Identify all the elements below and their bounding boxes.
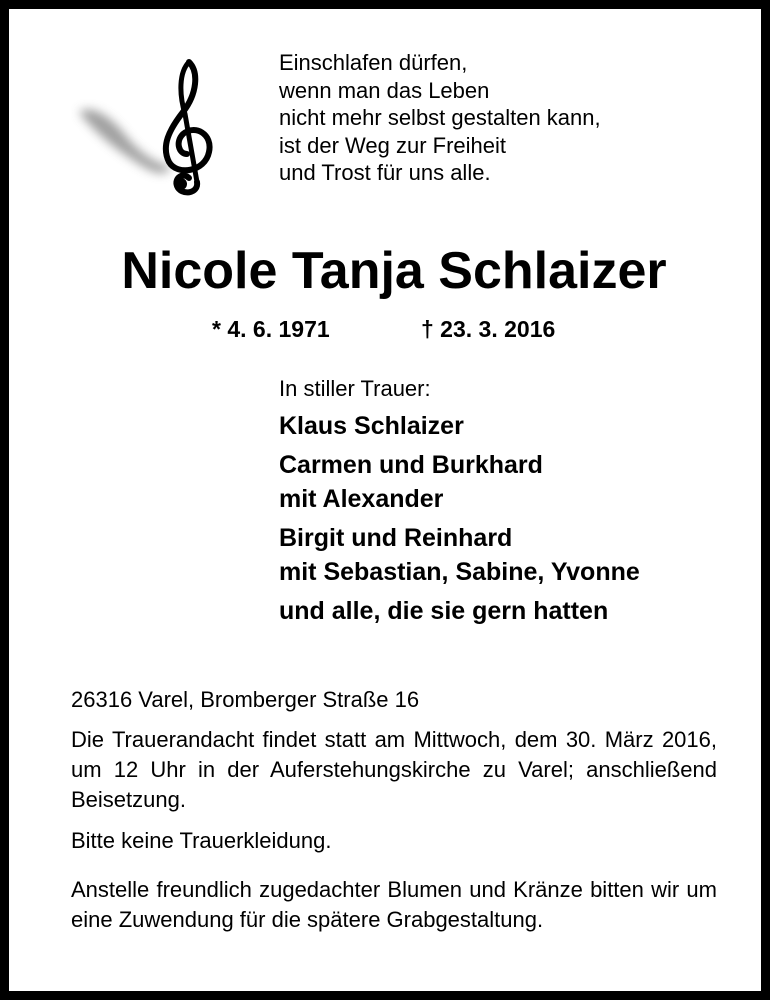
mourner-line: mit Alexander: [279, 485, 444, 513]
mourner-group: [279, 409, 640, 443]
poem-line: ist der Weg zur Freiheit: [279, 132, 507, 158]
deceased-name: Nicole Tanja Schlaizer: [121, 242, 667, 300]
mourner-line: Klaus Schlaizer: [279, 412, 464, 440]
mourner-group: [279, 521, 640, 589]
mourner-line: mit Sebastian, Sabine, Yvonne: [279, 558, 640, 586]
mourner-group: [279, 448, 640, 516]
mourner-line: Carmen und Burkhard: [279, 451, 543, 479]
mourner-line: Birgit und Reinhard: [279, 524, 513, 552]
mourner-group: [279, 594, 640, 628]
donation-note: Anstelle freundlich zugedachter Blumen und Kränze bitten wir um eine Zuwendung für die spätere Grabgestaltung.: [71, 877, 717, 932]
poem-line: Einschlafen dürfen,: [279, 50, 468, 75]
birth-date: * 4. 6. 1971: [212, 316, 330, 342]
clothing-note: Bitte keine Trauerkleidung.: [71, 828, 332, 853]
service-info: Die Trauerandacht findet statt am Mittwoch, dem 30. März 2016, um 12 Uhr in der Auferstehungskirche zu Varel; anschließend Beisetzung.: [71, 727, 717, 812]
poem-line: und Trost für uns alle.: [279, 160, 491, 185]
mourners-list: [279, 374, 640, 628]
poem-line: nicht mehr selbst gestalten kann,: [279, 105, 601, 130]
mourner-line: und alle, die sie gern hatten: [279, 597, 609, 625]
death-date: † 23. 3. 2016: [421, 316, 556, 342]
poem: [279, 49, 601, 187]
poem-line: wenn man das Leben: [279, 77, 490, 103]
address: 26316 Varel, Bromberger Straße 16: [71, 687, 420, 712]
mourners-intro: In stiller Trauer:: [279, 376, 431, 401]
treble-clef-icon: [71, 54, 231, 199]
